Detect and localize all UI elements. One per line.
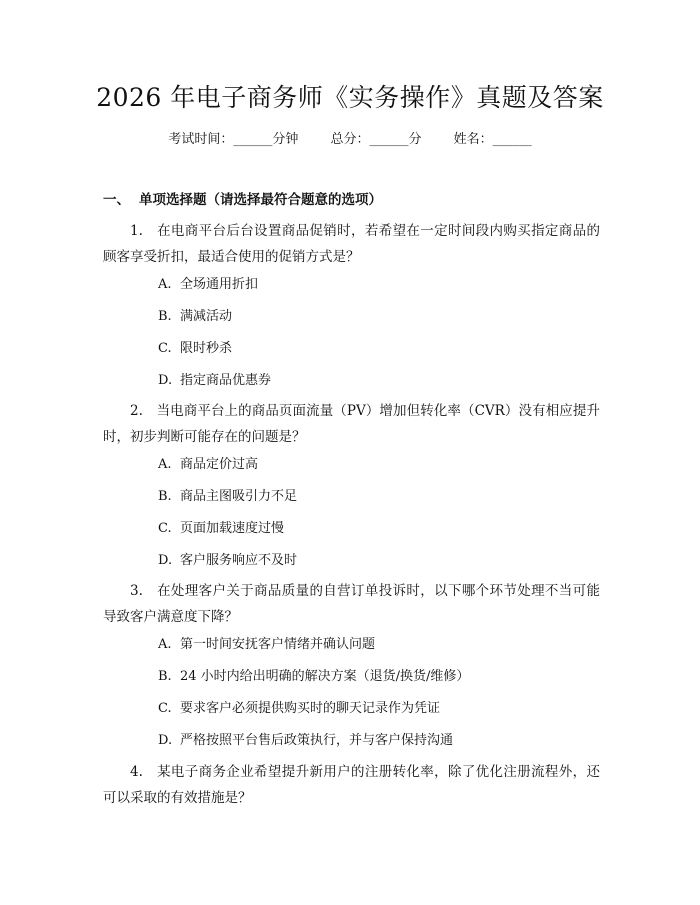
question-4: 4. 某电子商务企业希望提升新用户的注册转化率，除了优化注册流程外，还可以采取的有效措施是？ — [103, 764, 600, 806]
option-text: 全场通用折扣 — [180, 277, 259, 292]
question-2-option-b — [158, 487, 297, 507]
option-letter: D. — [158, 733, 173, 748]
option-text: 满减活动 — [180, 309, 233, 324]
question-1-option-d — [158, 371, 271, 391]
question-2-option-d — [158, 551, 297, 571]
option-letter: B. — [158, 489, 172, 504]
option-letter: C. — [158, 701, 172, 716]
option-text: 商品主图吸引力不足 — [180, 489, 298, 504]
option-letter: B. — [158, 669, 172, 684]
total-score-field: 总分：______分 — [330, 132, 422, 147]
exam-time-field: 考试时间：______分钟 — [168, 132, 299, 147]
question-2-option-a — [158, 455, 258, 475]
exam-meta — [0, 130, 700, 150]
question-1-option-c — [158, 339, 232, 359]
option-text: 要求客户必须提供购买时的聊天记录作为凭证 — [180, 701, 441, 716]
page-title: 2026 年电子商务师《实务操作》真题及答案 — [96, 83, 604, 112]
question-2: 2. 当电商平台上的商品页面流量（PV）增加但转化率（CVR）没有相应提升时，初步判断可能存在的问题是？ — [103, 403, 600, 445]
option-text: 指定商品优惠券 — [180, 373, 272, 388]
option-text: 商品定价过高 — [180, 457, 259, 472]
student-name-field: 姓名：______ — [453, 132, 532, 147]
question-3-option-b — [158, 667, 469, 687]
option-text: 严格按照平台售后政策执行，并与客户保持沟通 — [180, 733, 454, 748]
option-text: 24 小时内给出明确的解决方案（退货/换货/维修） — [180, 669, 470, 684]
question-3: 3. 在处理客户关于商品质量的自营订单投诉时，以下哪个环节处理不当可能导致客户满意度下降？ — [103, 583, 600, 625]
option-text: 第一时间安抚客户情绪并确认问题 — [180, 637, 376, 652]
option-letter: D. — [158, 373, 173, 388]
option-text: 客户服务响应不及时 — [180, 553, 298, 568]
section-number: 一、 — [103, 192, 130, 208]
question-1: 1. 在电商平台后台设置商品促销时，若希望在一定时间段内购买指定商品的顾客享受折扣，最适合使用的促销方式是？ — [103, 223, 600, 265]
option-text: 页面加载速度过慢 — [180, 521, 285, 536]
question-3-option-a — [158, 635, 375, 655]
option-letter: C. — [158, 521, 172, 536]
question-2-option-c — [158, 519, 284, 539]
option-letter: D. — [158, 553, 173, 568]
option-letter: A. — [158, 637, 172, 652]
option-letter: A. — [158, 457, 172, 472]
section-title: 单项选择题（请选择最符合题意的选项） — [139, 192, 382, 208]
option-letter: C. — [158, 341, 172, 356]
section-heading — [103, 190, 382, 210]
question-1-option-b — [158, 307, 232, 327]
question-3-option-c — [158, 699, 440, 719]
option-text: 限时秒杀 — [180, 341, 233, 356]
option-letter: B. — [158, 309, 172, 324]
question-1-option-a — [158, 275, 258, 295]
question-3-option-d — [158, 731, 453, 751]
option-letter: A. — [158, 277, 172, 292]
